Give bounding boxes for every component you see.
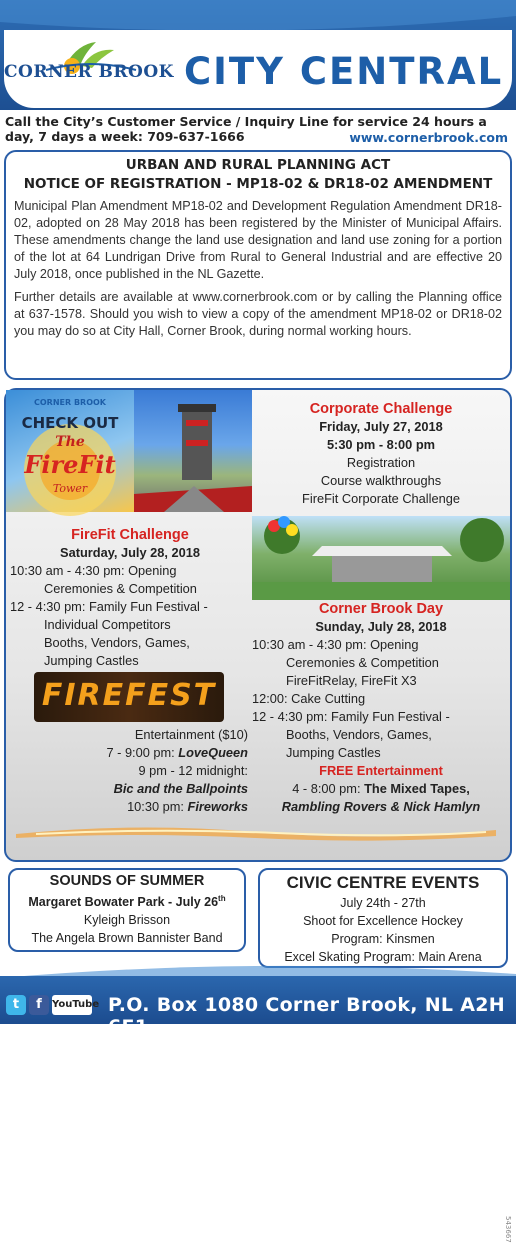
notice-paragraph: Further details are available at www.cornerbrook.com or by calling the Planning office at 637-1578. Should you wish to view a copy of the amendment MP18-02 or DR18-02 you may do so at City Hall, Corner Brook, during normal working hours. xyxy=(14,290,502,338)
notice-title-registration: NOTICE OF REGISTRATION - MP18-02 & DR18-02 AMENDMENT xyxy=(23,176,493,192)
sos-artist: Kyleigh Brisson xyxy=(83,913,171,928)
notice-paragraph: Municipal Plan Amendment MP18-02 and Development Regulation Amendment DR18-02, adopted on 28 May 2018 has been registered by the Minister of Municipal Affairs. These amendments change the land use designation and land use zoning for a portion of the lot at 64 Lundrigan Drive from Rural to General Industrial and are effective 20 July 2018, once published in the NL Gazette. xyxy=(14,199,502,281)
entertainment-act: Fireworks xyxy=(187,799,248,814)
corner-brook-day-photo xyxy=(252,516,510,600)
firefest-entertainment xyxy=(10,726,248,816)
schedule-line: Jumping Castles xyxy=(44,653,139,668)
notice-body xyxy=(14,198,502,340)
logo-text: CORNER BROOK xyxy=(4,62,174,82)
corporate-time: 5:30 pm - 8:00 pm xyxy=(326,437,436,452)
entertainment-act: The Mixed Tapes, xyxy=(364,781,470,796)
park-stage-image xyxy=(252,516,510,600)
free-entertainment: FREE Entertainment xyxy=(319,763,443,778)
firefest-logo xyxy=(34,672,224,722)
corporate-challenge xyxy=(252,400,510,508)
sos-park: Margaret Bowater Park - July 26 xyxy=(28,895,219,910)
civic-centre-events xyxy=(258,868,508,968)
firefit-tower-logo xyxy=(6,390,134,512)
firefit-challenge-title: FireFit Challenge xyxy=(71,527,189,543)
flame-streak-icon xyxy=(16,818,496,848)
corporate-item: Registration xyxy=(346,455,416,470)
schedule-line: 12:00: Cake Cutting xyxy=(252,691,366,706)
entertainment-heading: Entertainment ($10) xyxy=(134,727,248,742)
schedule-line: Jumping Castles xyxy=(286,745,381,760)
cce-dates: July 24th - 27th xyxy=(340,896,426,910)
firefit-challenge xyxy=(10,526,250,670)
firefest-logo-text: FIREFEST xyxy=(41,678,217,713)
cce-line: Excel Skating Program: Main Arena xyxy=(284,950,482,964)
sounds-of-summer xyxy=(8,868,246,952)
sos-artist: The Angela Brown Bannister Band xyxy=(31,931,223,946)
notice-title-act: URBAN AND RURAL PLANNING ACT xyxy=(125,157,391,173)
page-title: CITY CENTRAL xyxy=(184,50,504,93)
schedule-line: 12 - 4:30 pm: Family Fun Festival - xyxy=(10,599,208,614)
tower-text: Tower xyxy=(52,482,88,495)
entertainment-time: 10:30 pm: xyxy=(127,799,188,814)
schedule-line: Ceremonies & Competition xyxy=(286,655,439,670)
ad-code: 543667 xyxy=(504,1216,512,1243)
firefit-tower-photo xyxy=(134,390,252,512)
planning-notice xyxy=(4,150,512,380)
schedule-line: Booths, Vendors, Games, xyxy=(286,727,432,742)
entertainment-act: Bic and the Ballpoints xyxy=(113,781,248,796)
mailing-address: P.O. Box 1080 Corner Brook, NL A2H 6E1 xyxy=(108,994,505,1038)
twitter-icon[interactable]: t xyxy=(6,995,26,1015)
cb-day-title: Corner Brook Day xyxy=(318,601,444,617)
schedule-line: 10:30 am - 4:30 pm: Opening xyxy=(10,563,177,578)
corporate-date: Friday, July 27, 2018 xyxy=(319,419,443,434)
check-out-text: CHECK OUT xyxy=(21,414,119,432)
entertainment-time: 4 - 8:00 pm: xyxy=(292,781,365,796)
website-link[interactable]: www.cornerbrook.com xyxy=(349,130,508,145)
tower-image xyxy=(134,390,252,512)
firefit-challenge-date: Saturday, July 28, 2018 xyxy=(60,545,200,560)
cce-line: Shoot for Excellence Hockey xyxy=(303,914,463,928)
entertainment-time: 7 - 9:00 pm: xyxy=(106,745,179,760)
social-icons xyxy=(6,994,100,1018)
firefit-brand: CORNER BROOK xyxy=(34,398,106,407)
schedule-line: 12 - 4:30 pm: Family Fun Festival - xyxy=(252,709,450,724)
sos-park-sup: th xyxy=(218,894,226,903)
corporate-item: FireFit Corporate Challenge xyxy=(302,491,460,506)
firefit-text: FireFit xyxy=(24,450,116,479)
cce-line: Program: Kinsmen xyxy=(331,932,435,946)
schedule-line: FireFitRelay, FireFit X3 xyxy=(286,673,417,688)
schedule-line: Ceremonies & Competition xyxy=(44,581,197,596)
sos-title: SOUNDS OF SUMMER xyxy=(49,873,205,889)
schedule-line: Individual Competitors xyxy=(44,617,171,632)
cb-day-date: Sunday, July 28, 2018 xyxy=(315,619,447,634)
entertainment-act: LoveQueen xyxy=(178,745,248,760)
schedule-line: 10:30 am - 4:30 pm: Opening xyxy=(252,637,419,652)
corporate-title: Corporate Challenge xyxy=(309,401,453,417)
corner-brook-day xyxy=(252,600,510,816)
schedule-line: Booths, Vendors, Games, xyxy=(44,635,190,650)
youtube-icon[interactable]: YouTube xyxy=(52,995,92,1015)
cce-title: CIVIC CENTRE EVENTS xyxy=(286,873,480,892)
the-text: The xyxy=(55,434,85,450)
facebook-icon[interactable]: f xyxy=(29,995,49,1015)
entertainment-act: Rambling Rovers & Nick Hamlyn xyxy=(281,799,481,814)
corporate-item: Course walkthroughs xyxy=(320,473,442,488)
customer-service-line: Call the City’s Customer Service / Inquiry Line for service 24 hours a day, 7 days a week: 709-637-1666 xyxy=(5,114,487,144)
entertainment-time: 9 pm - 12 midnight: xyxy=(138,763,248,778)
